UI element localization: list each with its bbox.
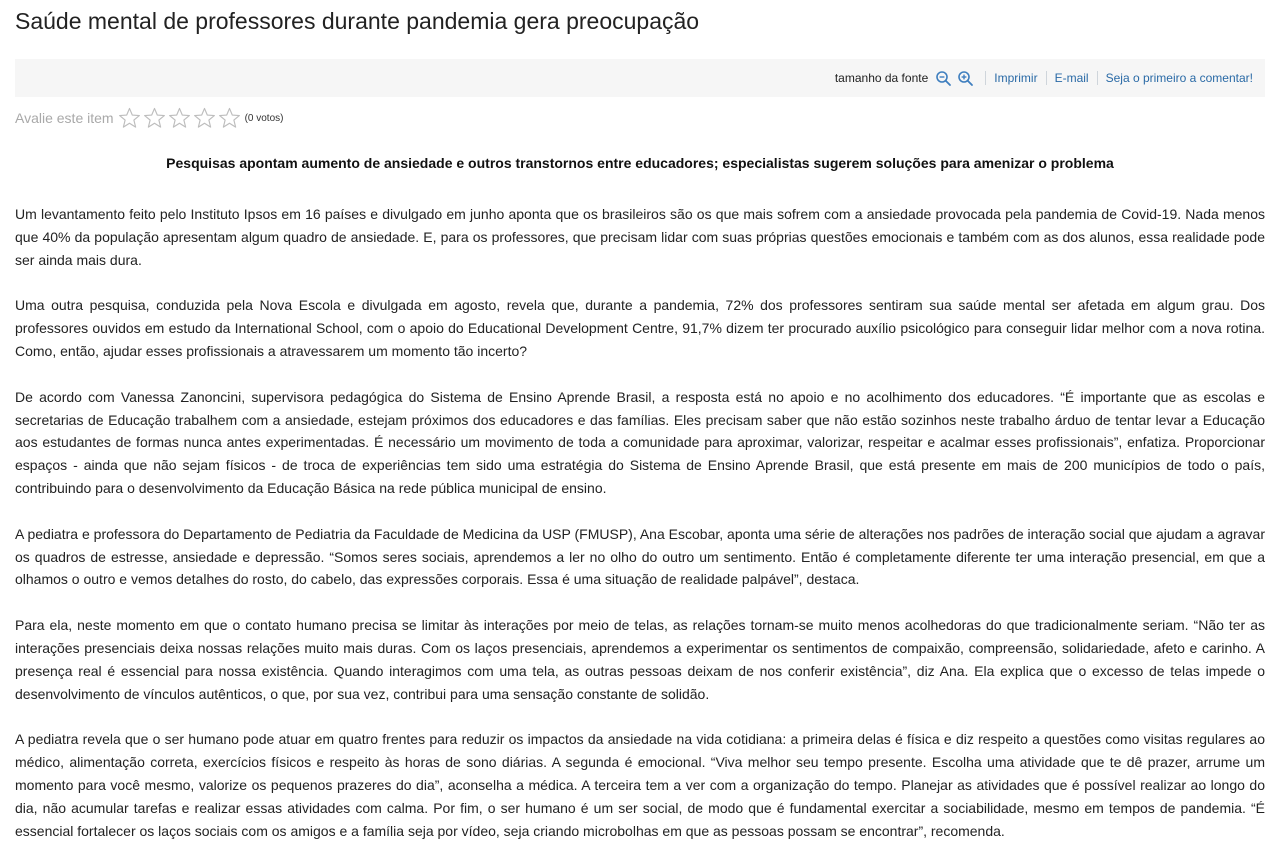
article-title: Saúde mental de professores durante pandemia gera preocupação: [15, 8, 700, 34]
comment-link[interactable]: Seja o primeiro a comentar!: [1097, 71, 1253, 85]
article-paragraph: Uma outra pesquisa, conduzida pela Nova Escola e divulgada em agosto, revela que, durante a pandemia, 72% dos professores sentiram sua saúde mental ser afetada em algum grau. Dos professores ouvidos em estudo da International School, com o apoio do Educational Development Centre, 91,7% dizem ter procurado auxílio psicológico para conseguir lidar melhor com a nova rotina. Como, então, ajudar esses profissionais a atravessarem um momento tão incerto?: [15, 297, 1265, 359]
print-link[interactable]: Imprimir: [985, 71, 1045, 85]
article-paragraph: A pediatra e professora do Departamento de Pediatria da Faculdade de Medicina da USP (FMUSP), Ana Escobar, aponta uma série de alterações nos padrões de interação social que ajudam a agravar os quadros de estresse, ansiedade e depressão. “Somos seres sociais, aprendemos a ler no olho do outro um sentimento. Então é completamente diferente ter uma interação presencial, em que a olhamos o outro e vemos detalhes do rosto, do cabelo, das expressões corporais. Essa é uma situação de realidade palpável”, destaca.: [15, 525, 1265, 588]
zoom-in-icon[interactable]: [955, 68, 975, 88]
star-icon[interactable]: [168, 107, 193, 129]
article-toolbar: [15, 59, 1265, 97]
star-icon[interactable]: [193, 107, 218, 129]
font-size-label: tamanho da fonte: [834, 71, 929, 85]
star-icon[interactable]: [218, 107, 243, 129]
vote-count: (0 votos): [244, 112, 284, 124]
article-paragraph: Para ela, neste momento em que o contato humano precisa se limitar às interações por meio de telas, as relações tornam-se muito menos acolhedoras do que tradicionalmente seriam. “Não ter as interações presenciais deixa nossas relações muito mais duras. Com os laços presenciais, aprendemos a experimentar os sentimentos de compaixão, compreensão, solidariedade, afeto e carinho. A presença real é essencial para nossa existência. Quando interagimos com uma tela, as outras pessoas deixam de nos conferir existência”, diz Ana. Ela explica que o excesso de telas impede o desenvolvimento de vínculos autênticos, o que, por sua vez, contribui para uma sensação constante de solidão.: [15, 617, 1265, 702]
article-body: [15, 203, 1265, 865]
rating-label: Avalie este item: [15, 110, 114, 126]
star-icon[interactable]: [118, 107, 143, 129]
star-icon[interactable]: [143, 107, 168, 129]
zoom-out-icon[interactable]: [933, 68, 953, 88]
article-subtitle: Pesquisas apontam aumento de ansiedade e outros transtornos entre educadores; especialistas sugerem soluções para amenizar o problema: [166, 155, 1114, 171]
article-paragraph: De acordo com Vanessa Zanoncini, supervisora pedagógica do Sistema de Ensino Aprende Brasil, a resposta está no apoio e no acolhimento dos educadores. “É importante que as escolas e secretarias de Educação trabalhem com a ansiedade, estejam próximos dos educadores e das famílias. Eles precisam saber que não estão sozinhos neste trabalho árduo de tentar levar a Educação aos estudantes de formas nunca antes experimentadas. É necessário um movimento de toda a comunidade para aproximar, valorizar, respeitar e acalmar esses profissionais”, enfatiza. Proporcionar espaços - ainda que não sejam físicos - de troca de experiências tem sido uma estratégia do Sistema de Ensino Aprende Brasil, que está presente em mais de 200 municípios de todo o país, contribuindo para o desenvolvimento da Educação Básica na rede pública municipal de ensino.: [15, 388, 1265, 496]
rating-widget: [15, 107, 283, 129]
rating-stars: [118, 107, 243, 129]
article-paragraph: A pediatra revela que o ser humano pode atuar em quatro frentes para reduzir os impactos da ansiedade na vida cotidiana: a primeira delas é física e diz respeito a questões como visitas regulares ao médico, alimentação correta, exercícios físicos e respeito às horas de sono diárias. A segunda é emocional. “Viva melhor seu tempo presente. Escolha uma atividade que te dê prazer, arrume um momento para você mesmo, valorize os pequenos prazeres do dia”, aconselha a médica. A terceira tem a ver com a organização do tempo. Planejar as atividades que é possível realizar ao longo do dia, não acumular tarefas e realizar essas atividades com calma. Por fim, o ser humano é um ser social, de modo que é fundamental exercitar a sociabilidade, mesmo em tempos de pandemia. “É essencial fortalecer os laços sociais com os amigos e a família seja por vídeo, seja criando microbolhas em que as pessoas possam se encontrar”, recomenda.: [15, 731, 1265, 839]
email-link[interactable]: E-mail: [1046, 71, 1097, 85]
article-paragraph: Um levantamento feito pelo Instituto Ipsos em 16 países e divulgado em junho aponta que os brasileiros são os que mais sofrem com a ansiedade provocada pela pandemia de Covid-19. Nada menos que 40% da população apresentam algum quadro de ansiedade. E, para os professores, que precisam lidar com suas próprias questões emocionais e também com as dos alunos, essa realidade pode ser ainda mais dura.: [15, 206, 1265, 268]
